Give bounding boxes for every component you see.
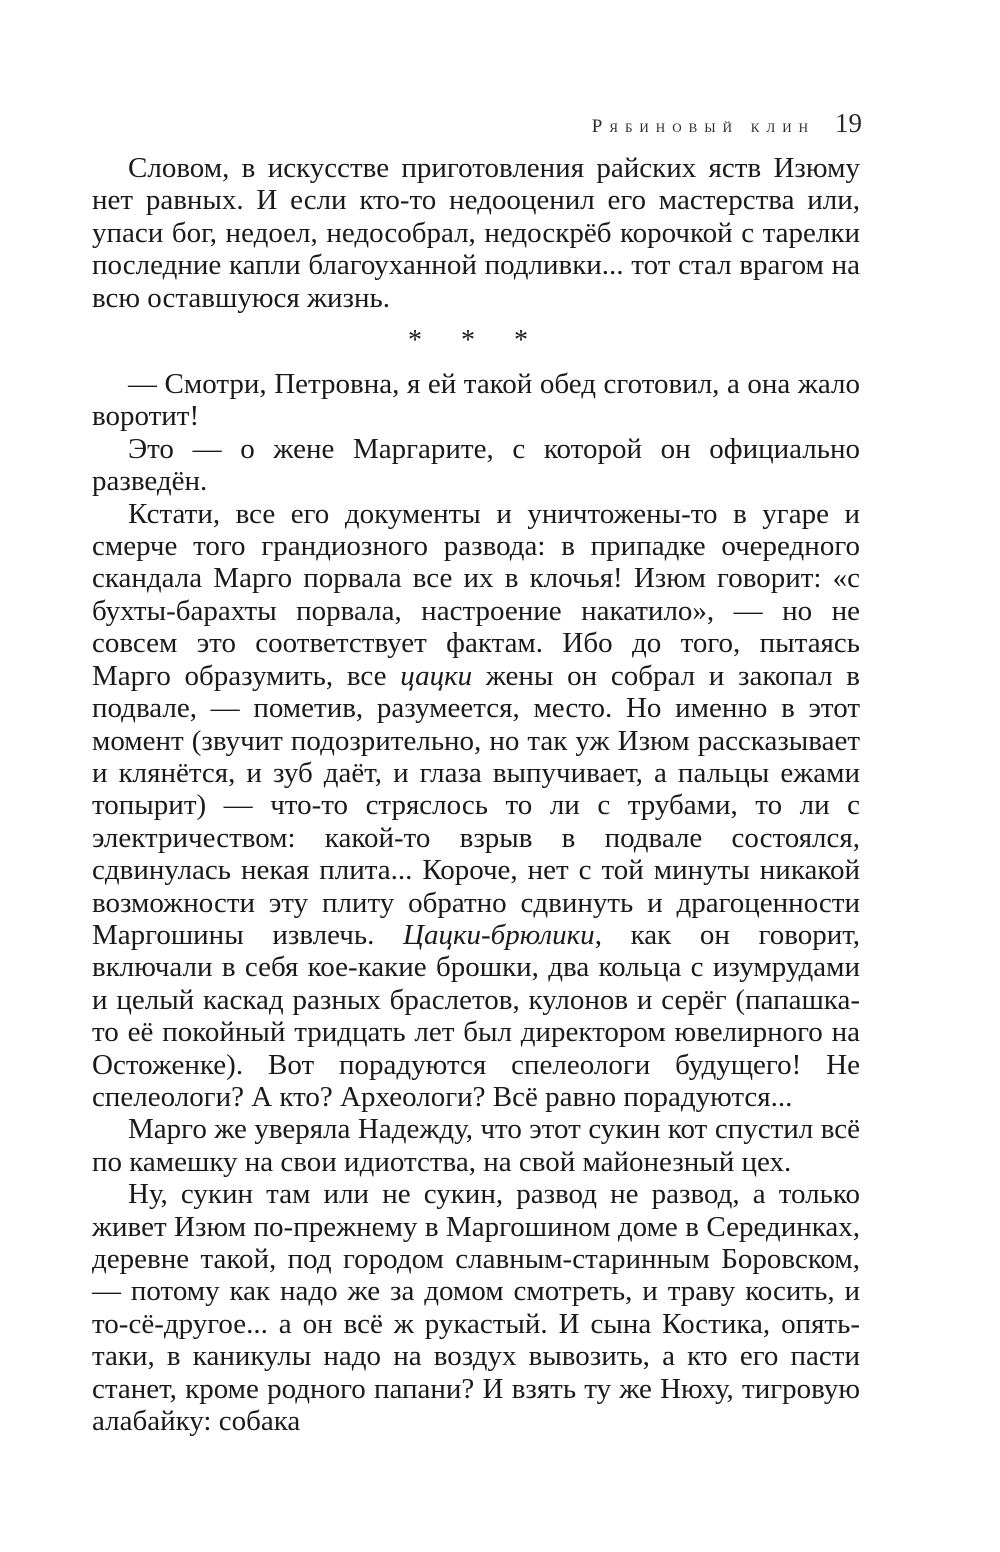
paragraph-4-part-c: , как он говорит, включали в себя кое-какие брошки, два кольца с изумрудами и целый каскад разных браслетов, кулонов и серёг (папашка-то её покойный тридцать лет был директором ювелирного на Остоженке). Вот порадуются спелеологи будущего! Не спелеологи? А кто? Археологи? Всё равно порадуются... xyxy=(92,918,861,1113)
body-text xyxy=(92,152,860,1437)
paragraph-4-italic-2: Цацки-брюлики xyxy=(403,918,595,951)
paragraph-4-part-a: Кстати, все его документы и уничтожены-то в угаре и смерче того грандиозного развода: в припадке очередного скандала Марго порвала все их в клочья! Изюм говорит: «с бухты-барахты порвала, настроение накатило», — но не совсем это соответствует фактам. Ибо до того, пытаясь Марго образумить, все xyxy=(92,497,860,692)
paragraph-1: Словом, в искусстве приготовления райских яств Изюму нет равных. И если кто-то недооценил его мастерства или, упаси бог, недоел, недособрал, недоскрёб корочкой с тарелки последние капли благоуханной подливки... тот стал врагом на всю оставшуюся жизнь. xyxy=(92,152,860,314)
page-number: 19 xyxy=(835,108,862,138)
spacer xyxy=(92,314,860,322)
paragraph-4-italic-1: цацки xyxy=(400,659,473,692)
paragraph-4 xyxy=(92,498,860,1114)
paragraph-4-part-b: жены он собрал и закопал в подвале, — пометив, разумеется, место. Но именно в этот момент (звучит подозрительно, но так уж Изюм рассказывает и клянётся, и зуб даёт, и глаза выпучивает, а пальцы ежами топырит) — что-то стряслось то ли с трубами, то ли с электричеством: какой-то взрыв в подвале состоялся, сдвинулась некая плита... Короче, нет с той минуты никакой возможности эту плиту обратно сдвинуть и драгоценности Маргошины извлечь. xyxy=(92,659,860,951)
running-head xyxy=(120,108,862,139)
paragraph-3: Это — о жене Маргарите, с которой он официально разведён. xyxy=(92,432,860,498)
running-title: Рябиновый клин xyxy=(591,116,815,137)
paragraph-6: Ну, сукин там или не сукин, развод не развод, а только живет Изюм по-прежнему в Маргошином доме в Серединках, деревне такой, под городом славным-старинным Боровском, — потому как надо же за домом смотреть, и траву косить, и то-сё-другое... а он всё ж рукастый. И сына Костика, опять-таки, в каникулы надо на воздух вывозить, а кто его пасти станет, кроме родного папани? И взять ту же Нюху, тигровую алабайку: собака xyxy=(92,1178,860,1438)
spacer xyxy=(92,360,860,368)
section-separator: * * * xyxy=(408,325,544,357)
paragraph-2: — Смотри, Петровна, я ей такой обед сготовил, а она жало воротит! xyxy=(92,368,860,433)
paragraph-5: Марго же уверяла Надежду, что этот сукин кот спустил всё по камешку на свои идиотства, на свой майонезный цех. xyxy=(92,1113,860,1178)
